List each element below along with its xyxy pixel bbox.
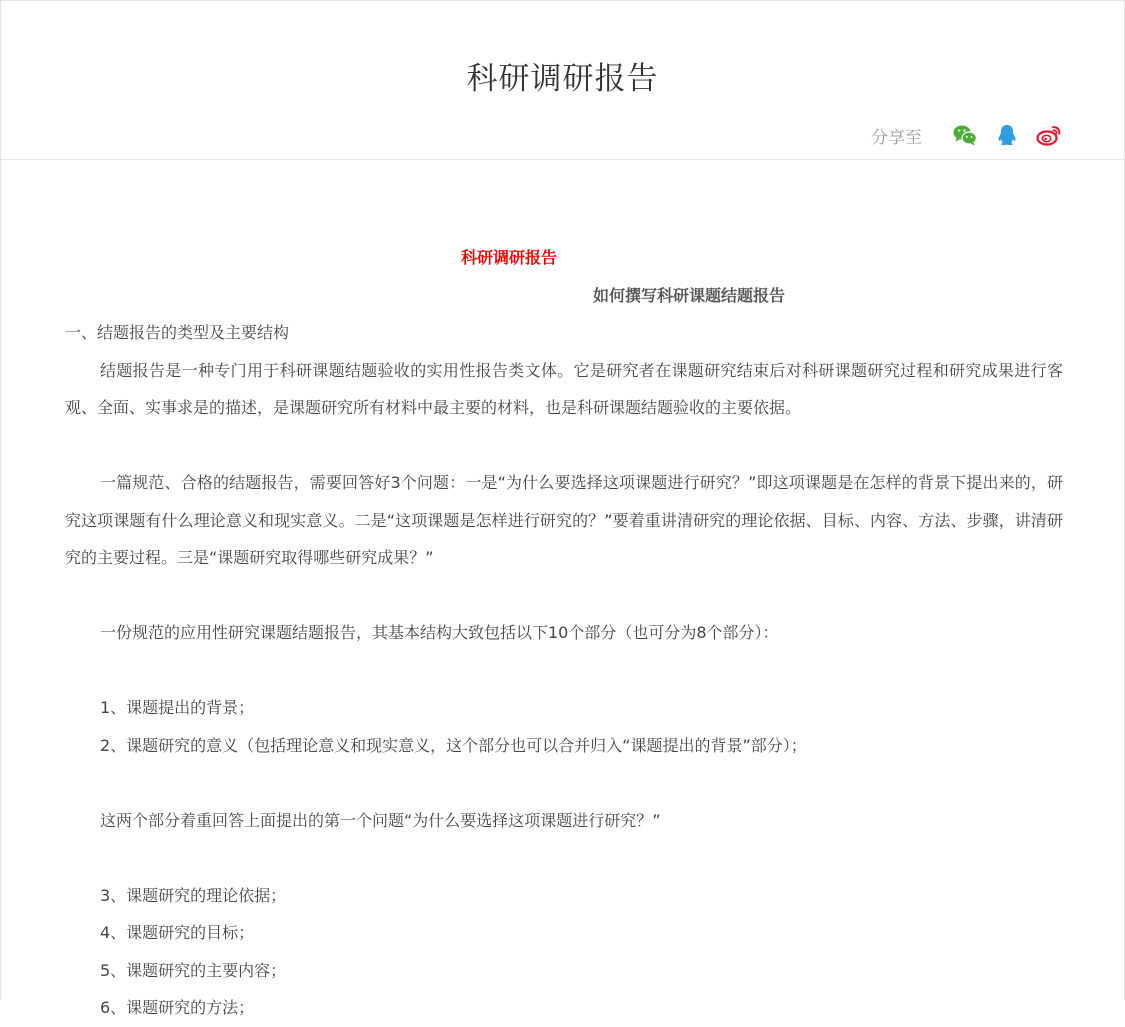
paragraph: 结题报告是一种专门用于科研课题结题验收的实用性报告类文体。它是研究者在课题研究结束后对科研课题研究过程和研究成果进行客观、全面、实事求是的描述，是课题研究所有材料中最主要的材料，也是科研课题结题验收的主要依据。 <box>65 360 1063 417</box>
list-item: 5、课题研究的主要内容； <box>100 960 287 980</box>
list-item: 1、课题提出的背景； <box>100 698 255 717</box>
article-title: 科研调研报告 <box>460 248 557 267</box>
page-header <box>1 1 1124 160</box>
page-title: 科研调研报告 <box>466 61 659 97</box>
paragraph-spacer <box>65 839 1063 877</box>
weibo-icon[interactable] <box>1036 122 1062 148</box>
qq-icon[interactable] <box>994 122 1020 148</box>
article-subtitle: 如何撰写科研课题结题报告 <box>592 285 785 305</box>
share-label: 分享至 <box>871 127 922 148</box>
list-item: 3、课题研究的理论依据； <box>100 885 287 905</box>
paragraph-spacer <box>65 427 1063 465</box>
article-body <box>65 239 1063 1027</box>
paragraph-spacer <box>65 652 1063 690</box>
paragraph-spacer <box>65 764 1063 802</box>
share-bar <box>871 122 1062 148</box>
section-heading: 一、结题报告的类型及主要结构 <box>65 323 290 342</box>
paragraph: 一篇规范、合格的结题报告，需要回答好3个问题：一是“为什么要选择这项课题进行研究？”即这项课题是在怎样的背景下提出来的，研究这项课题有什么理论意义和现实意义。二是“这项课题是怎样进行研究的？”要着重讲清研究的理论依据、目标、内容、方法、步骤，讲清研究的主要过程。三是“课题研究取得哪些研究成果？” <box>65 473 1063 567</box>
list-item: 2、课题研究的意义（包括理论意义和现实意义，这个部分也可以合并归入“课题提出的背景”部分）； <box>100 735 807 755</box>
paragraph-spacer <box>65 577 1063 615</box>
list-item: 4、课题研究的目标； <box>100 923 255 942</box>
paragraph: 这两个部分着重回答上面提出的第一个问题“为什么要选择这项课题进行研究？” <box>100 810 661 830</box>
paragraph: 一份规范的应用性研究课题结题报告，其基本结构大致包括以下10个部分（也可分为8个部分）： <box>100 623 779 642</box>
wechat-icon[interactable] <box>952 122 978 148</box>
list-item: 6、课题研究的方法； <box>100 998 255 1017</box>
